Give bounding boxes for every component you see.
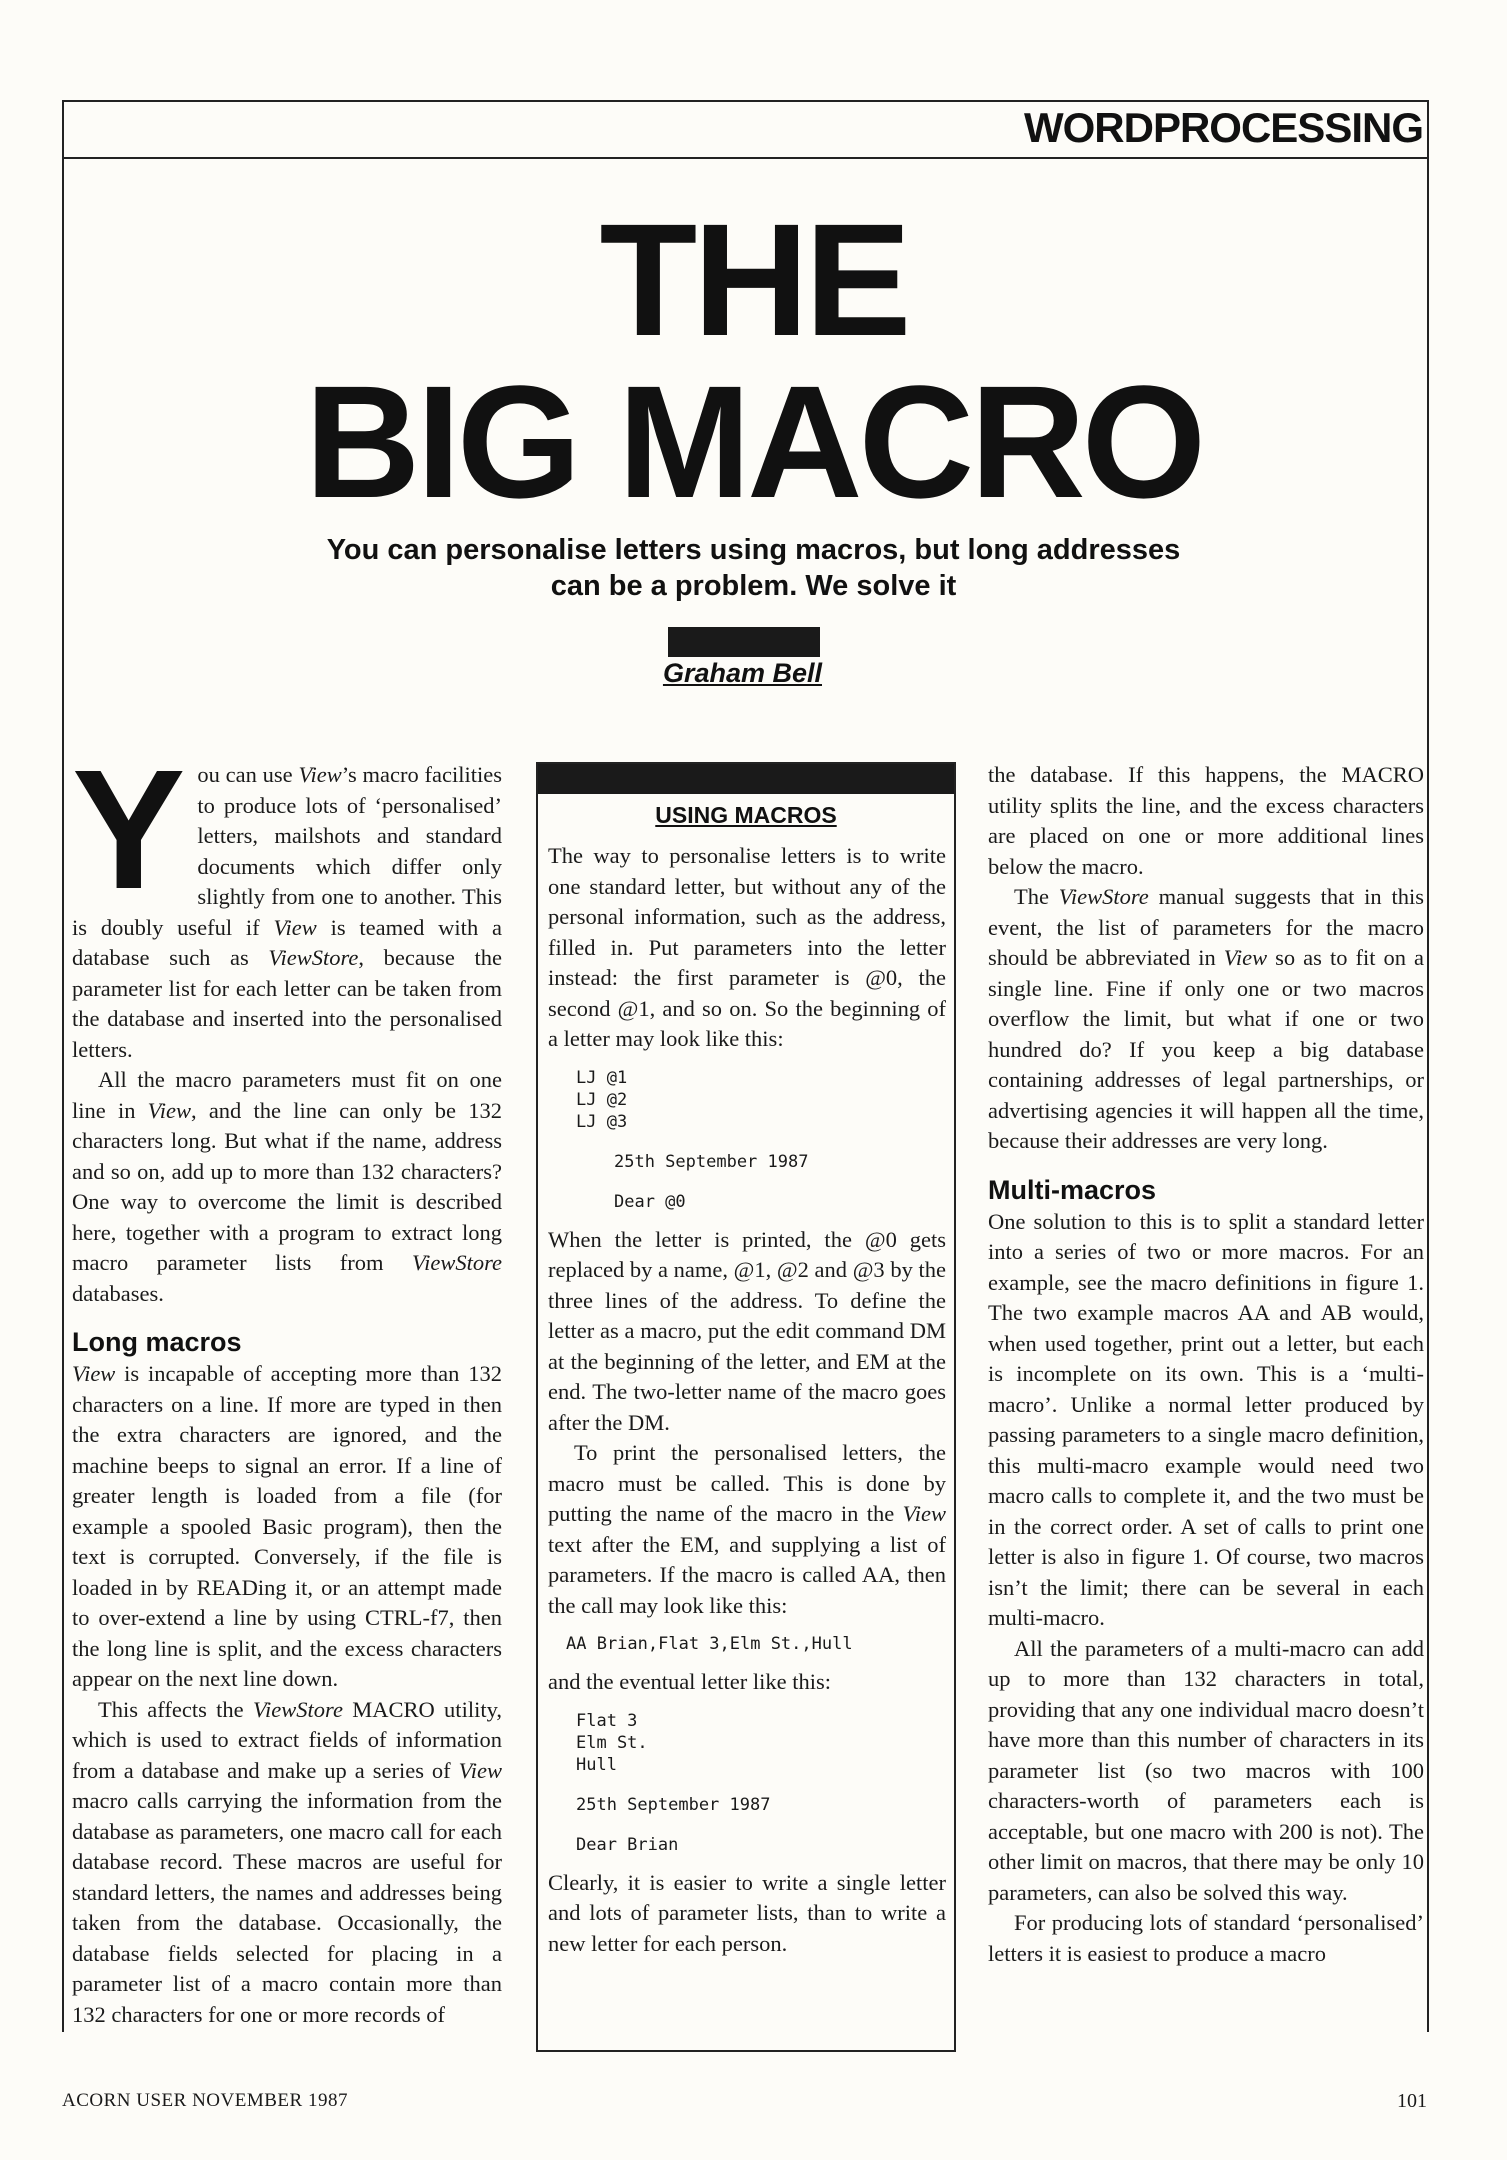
section-label: WORDPROCESSING <box>1023 104 1423 151</box>
frame-top-rule <box>62 100 1427 102</box>
paragraph: You can use View’s macro facilities to produce lots of ‘personalised’ letters, mailshots and standard documents which differ only slightly from one to another. This is doubly useful if View is teamed with a database such as ViewStore, because the parameter list for each letter can be taken from the database and inserted into the personalised letters. <box>72 735 502 1062</box>
title-line-1: THE <box>599 190 908 369</box>
byline-bar <box>668 627 820 657</box>
column-1 <box>72 735 502 2030</box>
heading-long-macros: Long macros <box>72 1327 242 1357</box>
paragraph: View is incapable of accepting more than 132 characters on a line. If more are typed in then the extra characters are ignored, and the machine beeps to signal an error. If a line of greater length is loaded from a file (for example a spooled Basic program), then the text is corrupted. Conversely, if the file is loaded in by READing it, or an attempt made to over-extend a line by using CTRL-f7, then the long line is split, and the excess characters appear on the next line down. <box>72 1361 502 1691</box>
code-block: LJ @1 LJ @2 LJ @3 25th September 1987 Dear @0 <box>576 1067 809 1212</box>
paragraph: and the eventual letter like this: <box>548 1669 832 1694</box>
paragraph: To print the personalised letters, the macro must be called. This is done by putting the name of the macro in the View text after the EM, and supplying a list of parameters. If the macro is called AA, then the call may look like this: <box>548 1440 946 1618</box>
title-line-2: BIG MACRO <box>304 352 1203 531</box>
paragraph: This affects the ViewStore MACRO utility, which is used to extract fields of information from a database and make up a series of View macro calls carrying the information from the database as parameters, one macro call for each database record. These macros are useful for standard letters, the names and addresses being taken from the database. Occasionally, the database fields selected for placing in a parameter list of a macro contain more than 132 characters for one or more records of <box>72 1696 502 2027</box>
heading-multi-macros: Multi-macros <box>988 1174 1157 1205</box>
box-header-bar <box>538 764 954 794</box>
section-rule <box>62 157 1427 159</box>
drop-cap: Y <box>72 735 186 925</box>
box-title: USING MACROS <box>655 802 837 828</box>
paragraph: The ViewStore manual suggests that in this event, the list of parameters for the macro should be abbreviated in View so as to fit on a single line. Fine if only one or two macros overflow the limit, but what if one or two hundred do? If you keep a big database containing addresses of legal partnerships, or advertising agencies it will happen all the time, because their addresses are very long. <box>988 884 1425 1153</box>
footer-publication: ACORN USER NOVEMBER 1987 <box>62 2090 348 2111</box>
paragraph: When the letter is printed, the @0 gets replaced by a name, @1, @2 and @3 by the three lines of the address. To define the letter as a macro, put the edit command DM at the beginning of the letter, and EM at the end. The two-letter name of the macro goes after the DM. <box>548 1226 946 1435</box>
paragraph: One solution to this is to split a standard letter into a series of two or more macros. For an example, see the macro definitions in figure 1. The two example macros AA and AB would, when used together, print out a letter, but each is incomplete on its own. This is a ‘multi-macro’. Unlike a normal letter produced by passing parameters to a single macro definition, this multi-macro example would need two macro calls to complete it, and the two must be in the correct order. A set of calls to print one letter is also in figure 1. Of course, two macros isn’t the limit; there can be several in each multi-macro. <box>988 1208 1424 1630</box>
author-byline: Graham Bell <box>662 658 822 688</box>
paragraph: The way to personalise letters is to write one standard letter, but without any of the personal information, such as the address, filled in. Put parameters into the letter instead: the first parameter is @0, the second @1, and so on. So the beginning of a letter may look like this: <box>548 843 946 1051</box>
subtitle: You can personalise letters using macros, but long addresses can be a problem. We solve it <box>326 534 1181 602</box>
paragraph: Clearly, it is easier to write a single letter and lots of parameter lists, than to write a new letter for each person. <box>548 1869 946 1956</box>
paragraph: All the parameters of a multi-macro can add up to more than 132 characters in total, providing that any one individual macro doesn’t have more than this number of characters in its parameter list (so two macros with 100 characters-worth of parameters each is acceptable, but one macro with 200 is not). The other limit on macros, that there may be only 10 parameters, can also be solved this way. <box>988 1635 1424 1905</box>
page-number: 101 <box>1397 2090 1427 2112</box>
column-3 <box>988 760 1424 1969</box>
paragraph: the database. If this happens, the MACRO utility splits the line, and the excess characters are placed on one or more additional lines below the macro. <box>988 762 1424 879</box>
paragraph: For producing lots of standard ‘personalised’ letters it is easiest to produce a macro <box>988 1910 1424 1966</box>
code-line: AA Brian,Flat 3,Elm St.,Hull <box>566 1634 853 1654</box>
using-macros-box <box>536 762 956 2052</box>
code-block: Flat 3 Elm St. Hull 25th September 1987 Dear Brian <box>576 1710 771 1855</box>
paragraph: All the macro parameters must fit on one line in View, and the line can only be 132 characters long. But what if the name, address and so on, add up to more than 132 characters? One way to overcome the limit is described here, together with a program to extract long macro parameter lists from ViewStore databases. <box>72 1067 502 1306</box>
